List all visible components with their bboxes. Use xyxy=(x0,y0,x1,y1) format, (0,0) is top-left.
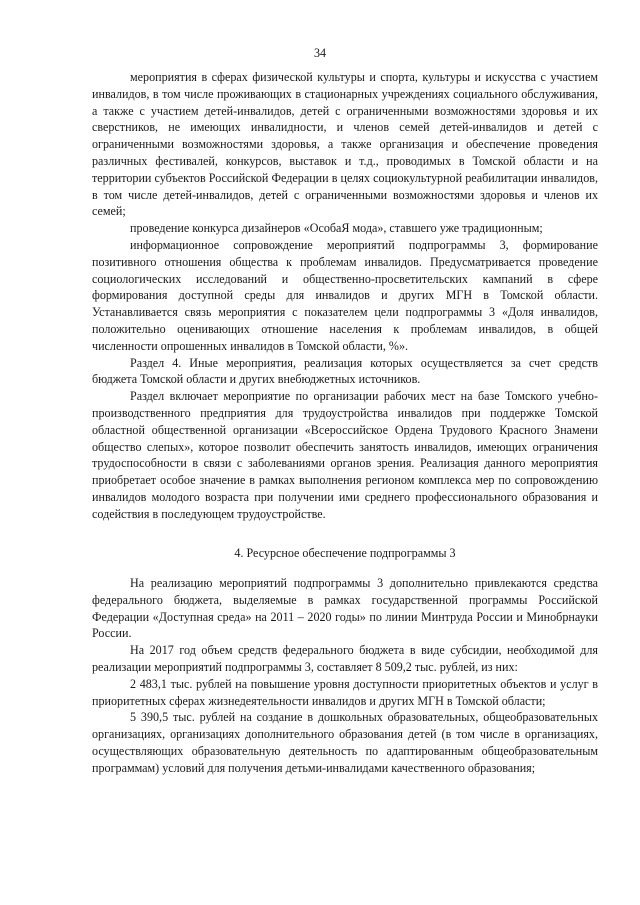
paragraph: Раздел включает мероприятие по организации рабочих мест на базе Томского учебно-производственного предприятия для трудоустройства инвалидов при поддержке Томской областной общественной организации «Всероссийское Ордена Трудового Красного Знамени общество слепых», которое позволит обеспечить занятость инвалидов, имеющих ограничения трудоспособности в связи с заболеваниями органов зрения. Реализация данного мероприятия приобретает особое значение в рамках выполнения регионом комплекса мер по сопровождению инвалидов молодого возраста при получении ими среднего профессионального образования и содействия в последующем трудоустройстве. xyxy=(92,389,598,521)
page-number: 34 xyxy=(313,46,327,60)
section-activities xyxy=(92,69,598,523)
section-resources xyxy=(92,575,598,777)
section-heading: 4. Ресурсное обеспечение подпрограммы 3 xyxy=(234,546,456,560)
paragraph: 2 483,1 тыс. рублей на повышение уровня доступности приоритетных объектов и услуг в приоритетных сферах жизнедеятельности инвалидов и других МГН в Томской области; xyxy=(92,676,598,708)
paragraph: 5 390,5 тыс. рублей на создание в дошкольных образовательных, общеобразовательных организациях, организациях дополнительного образования детей (в том числе в организациях, осуществляющих образовательную деятельность по адаптированным общеобразовательным программам) условий для получения детьми-инвалидами качественного образования; xyxy=(92,710,598,775)
paragraph: На 2017 год объем средств федерального бюджета в виде субсидии, необходимой для реализации мероприятий подпрограммы 3, составляет 8 509,2 тыс. рублей, из них: xyxy=(92,643,598,674)
paragraph: На реализацию мероприятий подпрограммы 3 дополнительно привлекаются средства федерального бюджета, выделяемые в рамках государственной программы Российской Федерации «Доступная среда» на 2011 – 2020 годы» по линии Минтруда России и Минобрнауки России. xyxy=(92,576,598,641)
paragraph: информационное сопровождение мероприятий подпрограммы 3, формирование позитивного отношения общества к проблемам инвалидов. Предусматривается проведение социологических исследований и общественно-просветительских кампаний в сфере формирования доступной среды для инвалидов и других МГН в Томской области. Устанавливается связь мероприятия с показателем цели подпрограммы 3 «Доля инвалидов, положительно оценивающих отношение населения к проблемам инвалидов, в общей численности опрошенных инвалидов в Томской области, %». xyxy=(92,237,598,353)
paragraph: проведение конкурса дизайнеров «ОсобаЯ мода», ставшего уже традиционным; xyxy=(130,221,543,236)
paragraph: Раздел 4. Иные мероприятия, реализация которых осуществляется за счет средств бюджета Томской области и других внебюджетных источников. xyxy=(92,355,598,387)
paragraph: мероприятия в сферах физической культуры и спорта, культуры и искусства с участием инвалидов, в том числе проживающих в стационарных учреждениях социального обслуживания, а также с участием детей-инвалидов, детей с ограниченными возможностями здоровья и их сверстников, не имеющих инвалидности, и членов семей детей-инвалидов и детей с ограниченными возможностями здоровья, а также организация и обеспечение проведения различных фестивалей, конкурсов, выставок и т.д., проводимых в Томской области и на территории субъектов Российской Федерации в целях социокультурной реабилитации инвалидов, в том числе детей-инвалидов, детей с ограниченными возможностями здоровья и членов их семей; xyxy=(92,70,598,219)
